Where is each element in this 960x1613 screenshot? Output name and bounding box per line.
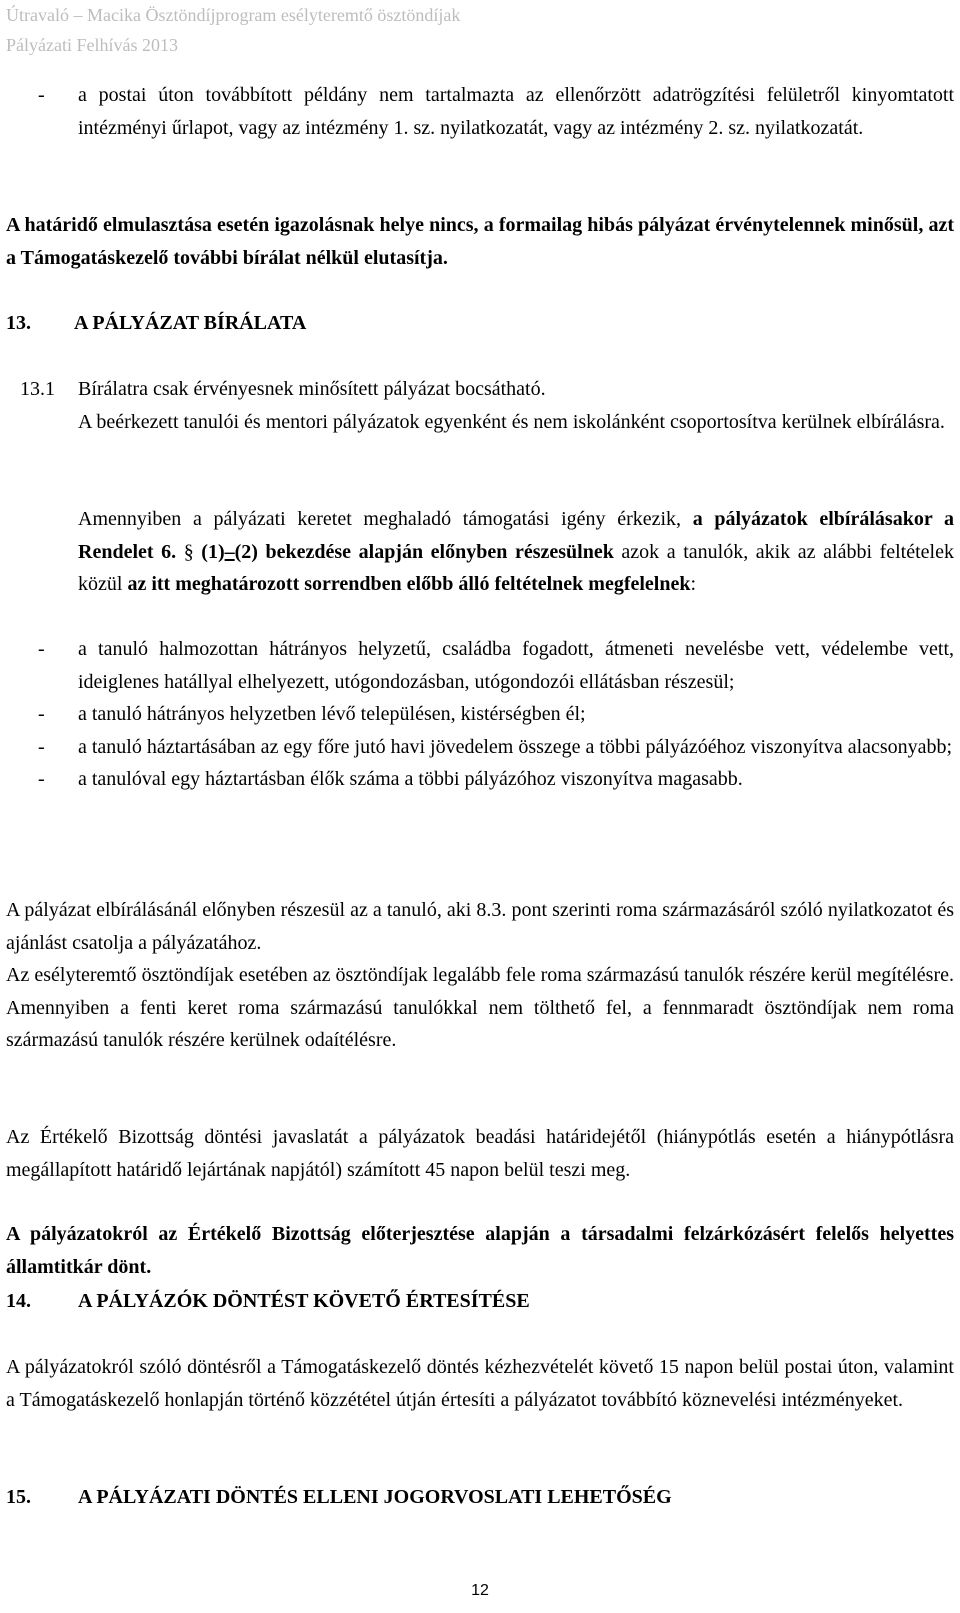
list-dash: - [38, 84, 45, 106]
priority-bold-2: (1) [193, 540, 225, 563]
list-item [6, 79, 954, 144]
list-dash: - [38, 638, 45, 660]
priority-bold-3: (2) bekezdése alapján előnyben részesülnek [234, 540, 614, 563]
criteria-list [6, 633, 954, 796]
section-13-title: A PÁLYÁZAT BÍRÁLATA [74, 312, 307, 334]
header-program-title: Útravaló – Macika Ösztöndíjprogram esélyteremtő ösztöndíjak [6, 5, 461, 25]
decision-paragraph: A pályázatokról az Értékelő Bizottság előterjesztése alapján a társadalmi felzárkózásért felelős helyettes államtitkár dönt. [6, 1223, 954, 1278]
list-item [6, 763, 954, 796]
header-call-title: Pályázati Felhívás 2013 [6, 35, 178, 55]
section-15-number: 15. [6, 1486, 31, 1508]
section-13-number: 13. [6, 312, 31, 334]
list-missing-documents [6, 79, 954, 144]
subsection-13-1-body [78, 373, 954, 438]
priority-underlined-dash: – [224, 540, 235, 563]
subsection-13-1-text-2: A beérkezett tanulói és mentori pályázatok egyenként és nem iskolánként csoportosítva kerülnek elbírálásra. [78, 410, 945, 433]
priority-text-3: : [690, 573, 697, 595]
section-14-number: 14. [6, 1290, 31, 1312]
deadline-note: A határidő elmulasztása esetén igazolásnak helye nincs, a formailag hibás pályázat érvénytelennek minősül, azt a Támogatáskezelő további bírálat nélkül elutasítja. [6, 214, 954, 269]
list-dash: - [38, 768, 45, 790]
priority-bold-4: az itt meghatározott sorrendben előbb álló feltételnek megfelelnek [127, 573, 691, 595]
subsection-13-1-number: 13.1 [20, 378, 55, 400]
criteria-item-text: a tanuló hátrányos helyzetben lévő településen, kistérségben él; [78, 703, 586, 725]
list-dash: - [38, 735, 45, 758]
section-14-title: A PÁLYÁZÓK DÖNTÉST KÖVETŐ ÉRTESÍTÉSE [78, 1290, 530, 1312]
list-dash: - [38, 703, 45, 725]
priority-bold-1: a pályázatok elbírálásakor a Rendelet 6. [78, 508, 955, 563]
page-header [6, 0, 460, 60]
page-number: 12 [471, 1582, 489, 1599]
criteria-item-text: a tanuló halmozottan hátrányos helyzetű, családba fogadott, átmeneti nevelésbe vett, védelembe vett, ideiglenes hatállyal elhelyezett, utógondozásban, utógondozói ellátásban részesül; [78, 638, 954, 693]
list-item [6, 731, 954, 764]
priority-paragraph [78, 503, 954, 601]
priority-text-1: Amennyiben a pályázati keretet meghaladó támogatási igény érkezik, [78, 508, 693, 530]
list-item-text: a postai úton továbbított példány nem tartalmazta az ellenőrzött adatrögzítési felületről kinyomtatott intézményi űrlapot, vagy az intézmény 1. sz. nyilatkozatát, vagy az intézmény 2. sz. nyilatkozatát. [78, 84, 954, 139]
list-item [6, 633, 954, 698]
notification-paragraph: A pályázatokról szóló döntésről a Támogatáskezelő döntés kézhezvételét követő 15 napon belül postai úton, valamint a Támogatáskezelő honlapján történő közzététel útján értesíti a pályázatot továbbító köznevelési intézményeket. [6, 1356, 954, 1411]
committee-paragraph: Az Értékelő Bizottság döntési javaslatát a pályázatok beadási határidejétől (hiánypótlás esetén a hiánypótlásra megállapított határidő lejártának napjától) számított 45 napon belül teszi meg. [6, 1126, 954, 1181]
criteria-item-text: a tanulóval egy háztartásban élők száma a többi pályázóhoz viszonyítva magasabb. [78, 768, 743, 790]
criteria-item-text: a tanuló háztartásában az egy főre jutó havi jövedelem összege a többi pályázóéhoz viszonyítva alacsonyabb; [78, 735, 953, 758]
section-15-title: A PÁLYÁZATI DÖNTÉS ELLENI JOGORVOSLATI LEHETŐSÉG [78, 1486, 672, 1508]
roma-quota-paragraph: Az esélyteremtő ösztöndíjak esetében az ösztöndíjak legalább fele roma származású tanulók részére kerül megítélésre. Amennyiben a fenti keret roma származású tanulókkal nem tölthető fel, a fennmaradt ösztöndíjak nem roma származású tanulók részére kerülnek odaítélésre. [6, 964, 954, 1051]
subsection-13-1-text-1: Bírálatra csak érvényesnek minősített pályázat bocsátható. [78, 378, 546, 400]
roma-priority-paragraph: A pályázat elbírálásánál előnyben részesül az a tanuló, aki 8.3. pont szerinti roma származásáról szóló nyilatkozatot és ajánlást csatolja a pályázatához. [6, 899, 954, 954]
list-item [6, 698, 954, 731]
priority-text-2: azok a tanulók, akik az alábbi feltételek közül [78, 540, 954, 595]
paragraph-sign: § [183, 540, 194, 563]
